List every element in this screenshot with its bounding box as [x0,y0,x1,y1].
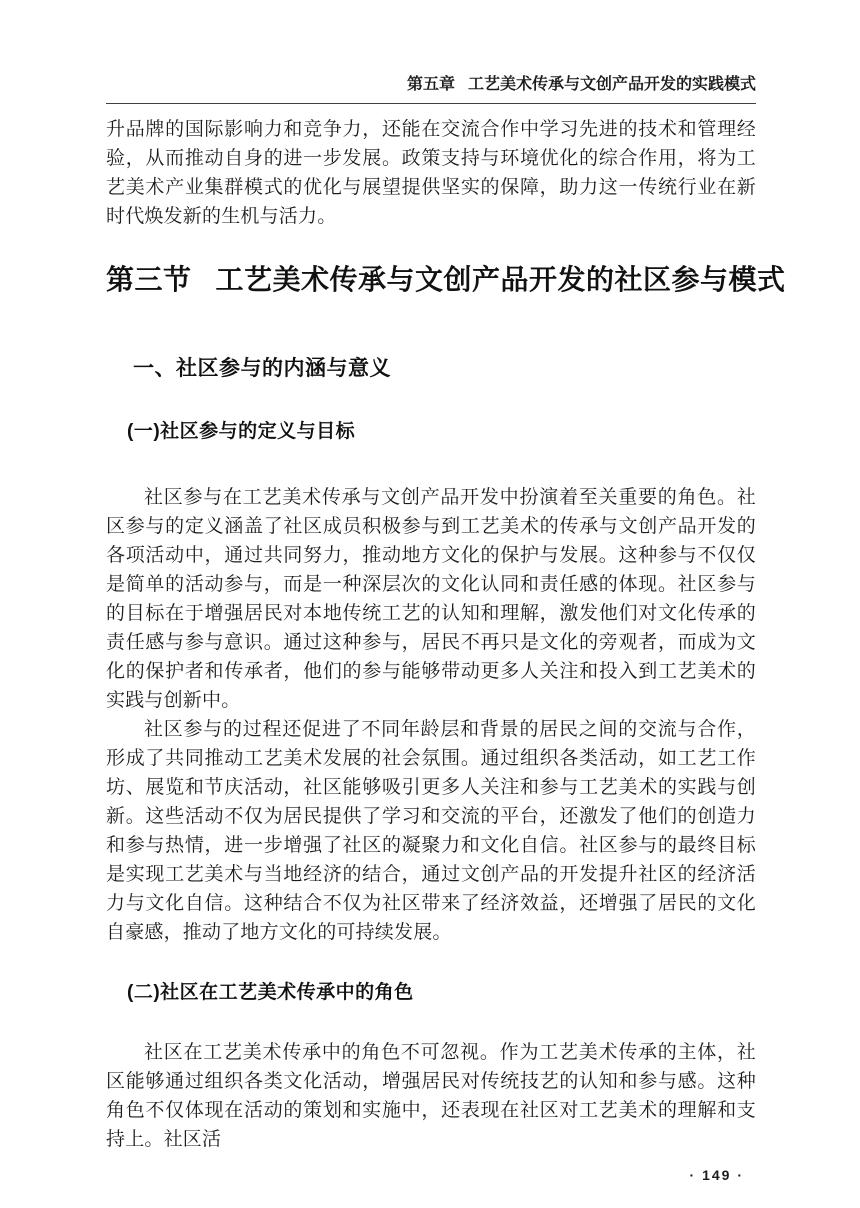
body-paragraph-1: 社区参与在工艺美术传承与文创产品开发中扮演着至关重要的角色。社区参与的定义涵盖了社区成员积极参与到工艺美术的传承与文创产品开发的各项活动中，通过共同努力，推动地方文化的保护与发展。这种参与不仅仅是简单的活动参与，而是一种深层次的文化认同和责任感的体现。社区参与的目标在于增强居民对本地传统工艺的认知和理解，激发他们对文化传承的责任感与参与意识。通过这种参与，居民不再只是文化的旁观者，而成为文化的保护者和传承者，他们的参与能够带动更多人关注和投入到工艺美术的实践与创新中。 [106,487,756,711]
running-header-chapter-label: 第五章 [406,76,455,93]
continued-paragraph: 升品牌的国际影响力和竞争力，还能在交流合作中学习先进的技术和管理经验，从而推动自身的进一步发展。政策支持与环境优化的综合作用，将为工艺美术产业集群模式的优化与展望提供坚实的保障，助力这一传统行业在新时代焕发新的生机与活力。 [106,119,756,227]
running-header-chapter-title: 工艺美术传承与文创产品开发的实践模式 [467,76,756,93]
section-heading-label: 第三节 [106,264,192,295]
running-header [106,75,756,104]
subsection-heading: 一、社区参与的内涵与意义 [133,357,391,380]
body-paragraph-3: 社区在工艺美术传承中的角色不可忽视。作为工艺美术传承的主体，社区能够通过组织各类文化活动，增强居民对传统技艺的认知和参与感。这种角色不仅体现在活动的策划和实施中，还表现在社区对工艺美术的理解和支持上。社区活 [106,1042,756,1150]
page-number: · 149 · [689,1167,744,1183]
clause-heading-1: (一)社区参与的定义与目标 [127,421,356,442]
section-heading-title: 工艺美术传承与文创产品开发的社区参与模式 [215,264,786,295]
body-paragraph-2: 社区参与的过程还促进了不同年龄层和背景的居民之间的交流与合作，形成了共同推动工艺美术发展的社会氛围。通过组织各类活动，如工艺工作坊、展览和节庆活动，社区能够吸引更多人关注和参与工艺美术的实践与创新。这些活动不仅为居民提供了学习和交流的平台，还激发了他们的创造力和参与热情，进一步增强了社区的凝聚力和文化自信。社区参与的最终目标是实现工艺美术与当地经济的结合，通过文创产品的开发提升社区的经济活力与文化自信。这种结合不仅为社区带来了经济效益，还增强了居民的文化自豪感，推动了地方文化的可持续发展。 [106,719,756,943]
clause-heading-2: (二)社区在工艺美术传承中的角色 [127,982,414,1003]
section-heading [106,262,786,298]
